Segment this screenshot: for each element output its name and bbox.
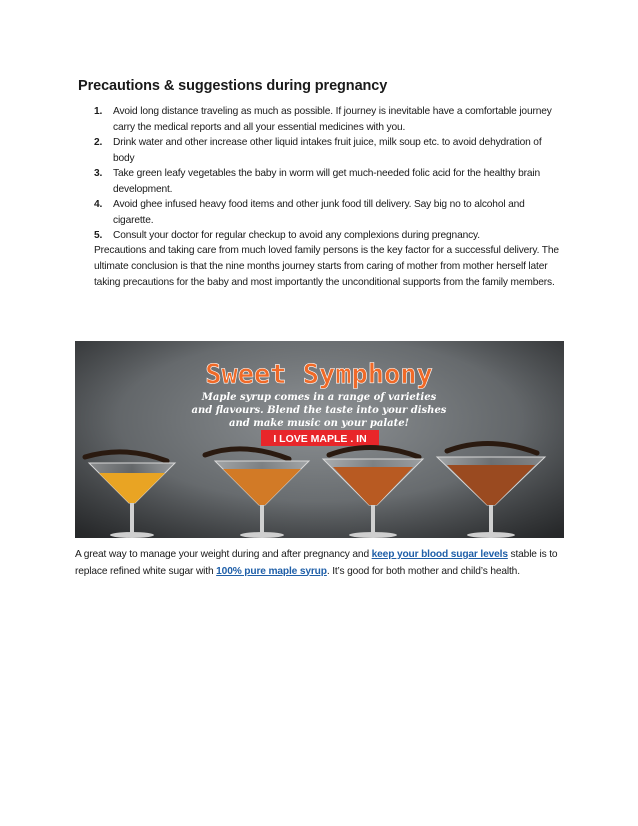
list-item-number: 2. bbox=[94, 137, 103, 148]
precautions-list bbox=[94, 104, 564, 244]
list-item-text: Take green leafy vegetables the baby in worm will get much-needed folic acid for the healthy brain development. bbox=[113, 168, 541, 195]
list-item-text: Drink water and other increase other liquid intakes fruit juice, milk soup etc. to avoid dehydration of body bbox=[113, 137, 542, 164]
blood-sugar-link[interactable]: keep your blood sugar levels bbox=[371, 549, 508, 560]
list-item-text: Avoid ghee infused heavy food items and other junk food till delivery. Say big no to alcohol and cigarette. bbox=[113, 199, 525, 226]
list-item bbox=[94, 228, 564, 244]
conclusion-paragraph: Precautions and taking care from much loved family persons is the key factor for a successful delivery. The ultimate conclusion is that the nine months journey starts from caring of mother from mother herself later taking precautions for the baby and most importantly the unconditional supports from the family members. bbox=[94, 245, 559, 288]
list-item bbox=[94, 135, 564, 166]
list-item-number: 4. bbox=[94, 199, 103, 210]
brand-tag-text: I LOVE MAPLE . IN bbox=[273, 433, 367, 445]
maple-syrup-caption bbox=[75, 547, 565, 580]
list-item-number: 5. bbox=[94, 230, 103, 241]
banner-tagline-line-3: and make music on your palate! bbox=[229, 418, 409, 429]
caption-text-3: . It’s good for both mother and child’s health. bbox=[326, 565, 520, 577]
list-item-text: Consult your doctor for regular checkup to avoid any complexions during pregnancy. bbox=[113, 230, 480, 241]
list-item-number: 3. bbox=[94, 168, 103, 179]
banner-tagline-line-2: and flavours. Blend the taste into your dishes bbox=[191, 405, 447, 416]
banner-graphic bbox=[75, 341, 564, 538]
caption-text-2: stable is to replace refined white sugar with bbox=[75, 549, 558, 577]
maple-syrup-banner bbox=[75, 341, 564, 538]
maple-syrup-link[interactable]: 100% pure maple syrup bbox=[216, 565, 327, 577]
list-item-number: 1. bbox=[94, 106, 103, 117]
list-item bbox=[94, 104, 564, 135]
list-item bbox=[94, 166, 564, 197]
list-item bbox=[94, 197, 564, 228]
caption-text-1: A great way to manage your weight during and after pregnancy and bbox=[75, 549, 372, 560]
banner-tagline-line-1: Maple syrup comes in a range of varieties bbox=[201, 392, 437, 403]
list-item-text: Avoid long distance traveling as much as possible. If journey is inevitable have a comfortable journey carry the medical reports and all your essential medicines with you. bbox=[113, 106, 552, 133]
banner-title: Sweet Symphony bbox=[205, 359, 433, 390]
page-title: Precautions & suggestions during pregnancy bbox=[78, 78, 388, 94]
